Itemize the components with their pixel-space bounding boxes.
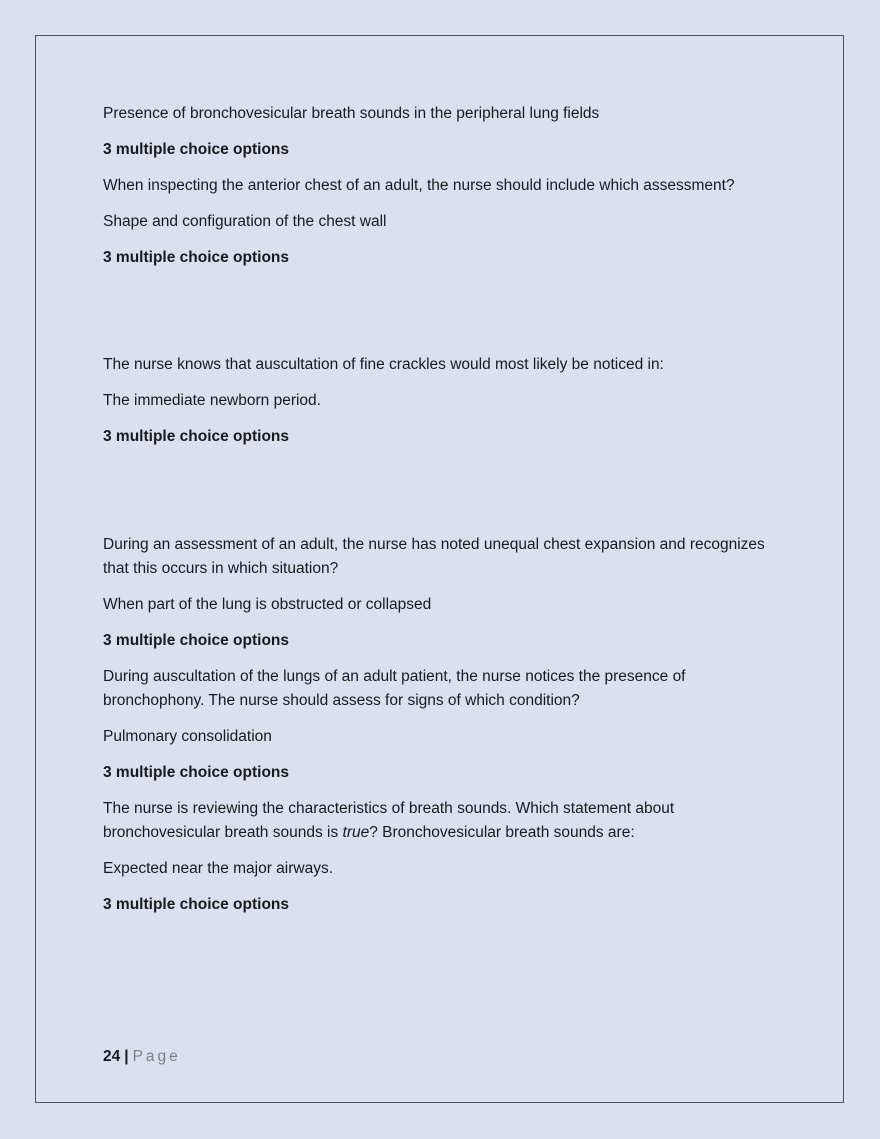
page-footer [103, 1045, 181, 1069]
footer-separator: | [124, 1048, 129, 1065]
options-note: 3 multiple choice options [103, 249, 290, 266]
answer-text: Presence of bronchovesicular breath sounds in the peripheral lung fields [103, 105, 600, 122]
answer-text: Expected near the major airways. [103, 860, 334, 877]
question-text-start: The nurse is reviewing the characteristics of breath sounds. Which statement about bronchovesicular breath sounds is [103, 800, 675, 841]
emphasis-true: true [342, 824, 370, 841]
options-note: 3 multiple choice options [103, 141, 290, 158]
options-note: 3 multiple choice options [103, 632, 290, 649]
question-text-end: ? Bronchovesicular breath sounds are: [369, 824, 635, 841]
answer-text: The immediate newborn period. [103, 392, 321, 409]
question-text: During auscultation of the lungs of an adult patient, the nurse notices the presence of bronchophony. The nurse should assess for signs of which condition? [103, 668, 686, 709]
question-text: When inspecting the anterior chest of an adult, the nurse should include which assessment? [103, 177, 735, 194]
page-label: Page [132, 1048, 181, 1065]
options-note: 3 multiple choice options [103, 896, 290, 913]
options-note: 3 multiple choice options [103, 428, 290, 445]
answer-text: When part of the lung is obstructed or collapsed [103, 596, 432, 613]
question-text [103, 797, 783, 845]
options-note: 3 multiple choice options [103, 764, 290, 781]
answer-text: Shape and configuration of the chest wall [103, 213, 387, 230]
page-number: 24 [103, 1048, 121, 1065]
question-text: During an assessment of an adult, the nurse has noted unequal chest expansion and recognizes that this occurs in which situation? [103, 536, 765, 577]
answer-text: Pulmonary consolidation [103, 728, 272, 745]
question-text: The nurse knows that auscultation of fine crackles would most likely be noticed in: [103, 356, 664, 373]
